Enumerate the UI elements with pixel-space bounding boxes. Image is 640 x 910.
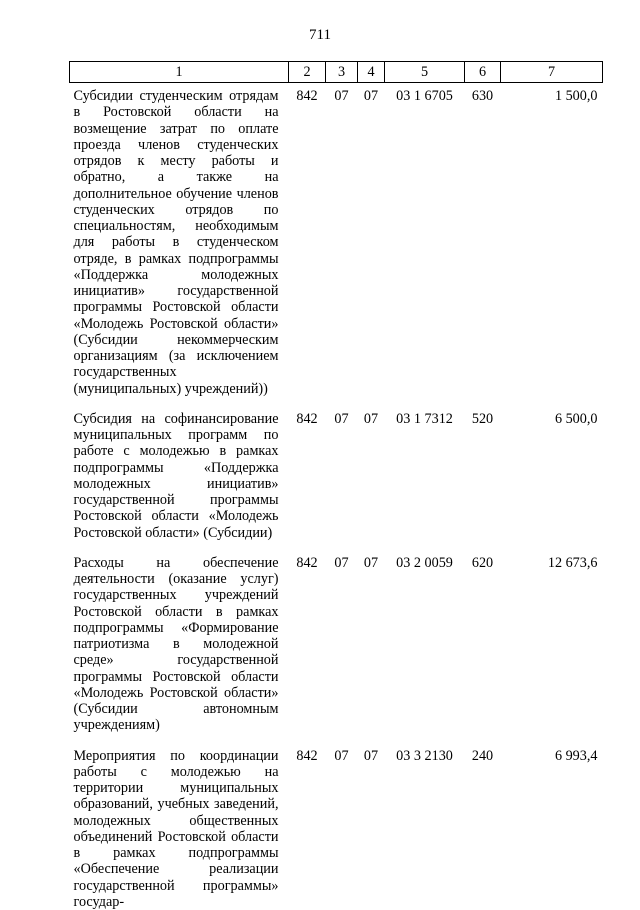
cell-amount: 1 500,0 (501, 83, 603, 397)
cell-ministry-code: 842 (289, 748, 326, 910)
cell-expense-type: 630 (465, 83, 501, 397)
cell-subsection: 07 (358, 83, 385, 397)
column-header: 1 (70, 62, 289, 83)
table-row (70, 83, 603, 397)
table-header-row (70, 62, 603, 83)
row-name: Субсидии студенческим отрядам в Ростовской области на возмещение затрат по оплате проезда членов студенческих отрядов к месту работы и обратно, а также на дополнительное обучение членов студенческих отрядов по специальностям, необходимым для работы в студенческом отряде, в рамках подпрограммы «Поддержка молодежных инициатив» государственной программы Ростовской области «Молодежь Ростовской области» (Субсидии некоммерческим организациям (за исключением государственных (муниципальных) учреждений)) (70, 83, 289, 397)
cell-section: 07 (326, 83, 358, 397)
table-row (70, 748, 603, 910)
cell-expense-type: 620 (465, 555, 501, 734)
cell-subsection: 07 (358, 411, 385, 541)
column-header: 7 (501, 62, 603, 83)
cell-section: 07 (326, 411, 358, 541)
cell-target-article: 03 2 0059 (385, 555, 465, 734)
cell-section: 07 (326, 555, 358, 734)
column-header: 2 (289, 62, 326, 83)
cell-amount: 12 673,6 (501, 555, 603, 734)
cell-expense-type: 240 (465, 748, 501, 910)
cell-target-article: 03 3 2130 (385, 748, 465, 910)
cell-subsection: 07 (358, 555, 385, 734)
column-header: 6 (465, 62, 501, 83)
row-name: Расходы на обеспечение деятельности (оказание услуг) государственных учреждений Ростовской области в рамках подпрограммы «Формирование патриотизма в молодежной среде» государственной программы Ростовской области «Молодежь Ростовской области» (Субсидии автономным учреждениям) (70, 555, 289, 734)
cell-ministry-code: 842 (289, 411, 326, 541)
cell-target-article: 03 1 7312 (385, 411, 465, 541)
row-name: Мероприятия по координации работы с молодежью на территории муниципальных образований, учебных заведений, молодежных общественных объединений Ростовской области в рамках подпрограммы «Обеспечение реализации государственной программы» государ- (70, 748, 289, 910)
cell-subsection: 07 (358, 748, 385, 910)
cell-section: 07 (326, 748, 358, 910)
column-header: 5 (385, 62, 465, 83)
budget-table (69, 61, 603, 910)
page-number: 711 (0, 27, 640, 44)
cell-target-article: 03 1 6705 (385, 83, 465, 397)
cell-expense-type: 520 (465, 411, 501, 541)
cell-ministry-code: 842 (289, 555, 326, 734)
cell-amount: 6 993,4 (501, 748, 603, 910)
cell-amount: 6 500,0 (501, 411, 603, 541)
table-row (70, 411, 603, 541)
table-row (70, 555, 603, 734)
row-spacer (70, 541, 603, 555)
column-header: 3 (326, 62, 358, 83)
column-header: 4 (358, 62, 385, 83)
cell-ministry-code: 842 (289, 83, 326, 397)
row-spacer (70, 734, 603, 748)
row-spacer (70, 397, 603, 411)
row-name: Субсидия на софинансирование муниципальных программ по работе с молодежью в рамках подпрограммы «Поддержка молодежных инициатив» государственной программы Ростовской области «Молодежь Ростовской области» (Субсидии) (70, 411, 289, 541)
